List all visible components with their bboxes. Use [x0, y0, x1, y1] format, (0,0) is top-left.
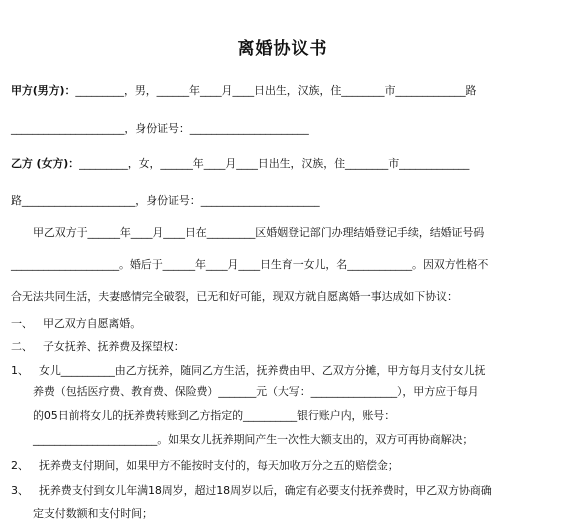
party-a-label: 甲方(男方)： — [11, 84, 76, 97]
clause-3-line-2: 定支付数额和支付时间； — [33, 507, 153, 520]
agreement-item-1: 一、 甲乙双方自愿离婚。 — [11, 317, 142, 330]
party-b-details: _________，女，______年____月____日出生，汉族，住________市_____________ — [79, 157, 470, 170]
paragraph-1-line-2: ____________________。婚后于______年____月____日生育一女儿，名____________。因双方性格不 — [11, 258, 489, 271]
party-a-details: _________，男，______年____月____日出生，汉族，住________市_____________路 — [75, 84, 477, 97]
clause-1-line-3: 的05日前将女儿的抚养费转账到乙方指定的__________银行账户内，账号： — [33, 409, 396, 422]
clause-1-line-2: 养费（包括医疗费、教育费、保险费）_______元（大写：________________），甲方应于每月 — [33, 385, 479, 398]
document-title: 离婚协议书 — [237, 39, 328, 59]
party-a-line-2: _____________________，身份证号：______________________ — [11, 122, 309, 135]
paragraph-1-line-3: 合无法共同生活，夫妻感情完全破裂，已无和好可能，现双方就自愿离婚一事达成如下协议： — [11, 290, 458, 303]
clause-2: 2、 抚养费支付期间，如果甲方不能按时支付的，每天加收万分之五的赔偿金； — [11, 459, 399, 472]
clause-1-line-4: _______________________。如果女儿抚养期间产生一次性大额支出的，双方可再协商解决； — [33, 433, 474, 446]
party-b-line-1 — [11, 157, 469, 171]
clause-3-line-1: 3、 抚养费支付到女儿年满18周岁，超过18周岁以后，确定有必要支付抚养费时，甲乙双方协商确 — [11, 484, 492, 497]
party-b-label: 乙方 (女方)： — [11, 157, 80, 170]
paragraph-1-line-1: 甲乙双方于______年____月____日在_________区婚姻登记部门办理结婚登记手续，结婚证号码 — [33, 226, 485, 239]
clause-1-line-1: 1、 女儿__________由乙方抚养，随同乙方生活，抚养费由甲、乙双方分摊，甲方每月支付女儿抚 — [11, 364, 486, 377]
party-b-line-2: 路_____________________，身份证号：______________________ — [11, 194, 320, 207]
agreement-item-2: 二、 子女抚养、抚养费及探望权： — [11, 340, 185, 353]
party-a-line-1 — [11, 84, 476, 98]
